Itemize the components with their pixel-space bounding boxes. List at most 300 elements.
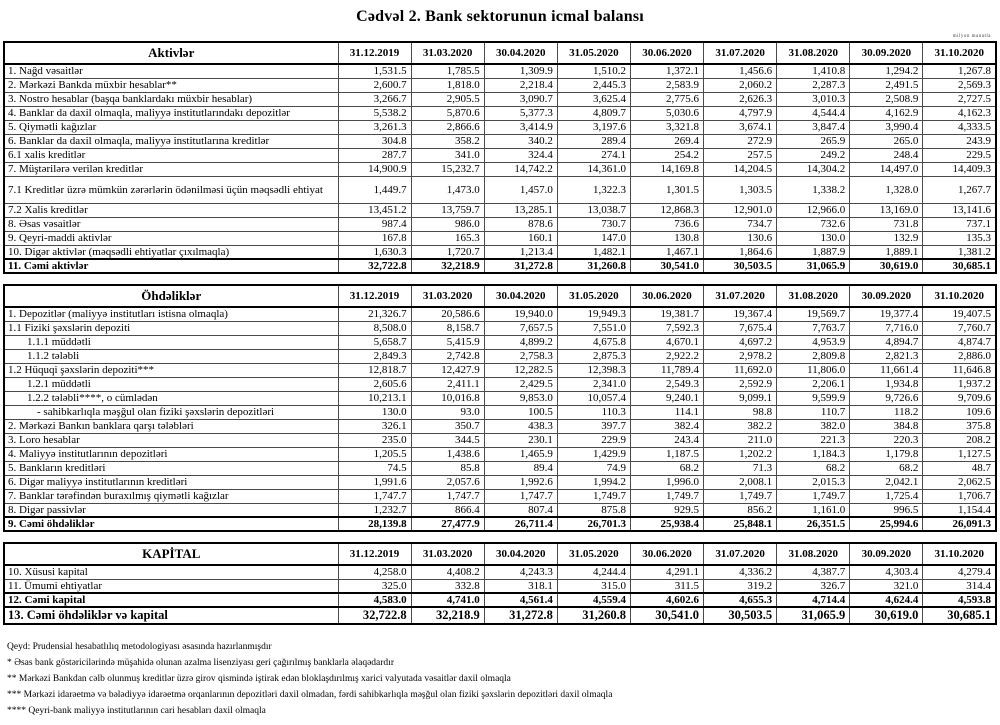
row-label: 11. Cəmi aktivlər [4,259,338,273]
cell-value: 2,042.1 [850,475,923,489]
column-header-date: 30.04.2020 [484,543,557,565]
cell-value: 3,414.9 [484,120,557,134]
section-title: Öhdəliklər [4,285,338,307]
cell-value: 397.7 [557,419,630,433]
cell-value: 350.7 [411,419,484,433]
cell-value: 9,099.1 [704,391,777,405]
cell-value: 114.1 [630,405,703,419]
cell-value: 1,303.5 [704,176,777,203]
cell-value: 27,477.9 [411,517,484,531]
cell-value: 321.0 [850,579,923,593]
cell-value: 1,309.9 [484,64,557,78]
cell-value: 2,569.3 [923,78,996,92]
cell-value: 130.0 [338,405,411,419]
cell-value: 30,503.5 [704,607,777,624]
footnote-3: *** Mərkəzi idarəetmə və bələdiyyə idarəetmə orqanlarının depozitləri daxil olmadan, fərdi sahibkarlıqla məşğul olan fiziki şəxslərin depozitləri daxil olmaqla [7,690,613,700]
assets-table [3,41,997,274]
table-row [4,433,996,447]
cell-value: 13,759.7 [411,203,484,217]
cell-value: 221.3 [777,433,850,447]
cell-value: 1,937.2 [923,377,996,391]
cell-value: 3,625.4 [557,92,630,106]
cell-value: 85.8 [411,461,484,475]
column-header-date: 31.08.2020 [777,42,850,64]
footnotes [3,635,997,717]
cell-value: 2,445.3 [557,78,630,92]
cell-value: 4,258.0 [338,565,411,579]
cell-value: 8,508.0 [338,321,411,335]
footnote-2: ** Mərkəzi Bankdan cəlb olunmuş kreditlər üzrə girov qismində iştirak edən bloklaşdırılmış xarici valyutada vəsaitlər daxil olmaqla [7,674,511,684]
cell-value: 2,605.6 [338,377,411,391]
cell-value: 289.4 [557,134,630,148]
cell-value: 14,900.9 [338,162,411,176]
cell-value: 3,990.4 [850,120,923,134]
cell-value: 2,429.5 [484,377,557,391]
row-label: 1.1.1 müddətli [4,335,338,349]
cell-value: 11,661.4 [850,363,923,377]
cell-value: 110.3 [557,405,630,419]
row-label: 8. Əsas vəsaitlər [4,217,338,231]
cell-value: 13,169.0 [850,203,923,217]
cell-value: 2,978.2 [704,349,777,363]
cell-value: 48.7 [923,461,996,475]
cell-value: 98.8 [704,405,777,419]
cell-value: 4,953.9 [777,335,850,349]
row-label: 3. Loro hesablar [4,433,338,447]
cell-value: 13,451.2 [338,203,411,217]
cell-value: 1,429.9 [557,447,630,461]
cell-value: 1,747.7 [338,489,411,503]
column-header-date: 31.12.2019 [338,285,411,307]
cell-value: 1,205.5 [338,447,411,461]
cell-value: 19,377.4 [850,307,923,321]
cell-value: 2,849.3 [338,349,411,363]
cell-value: 12,398.3 [557,363,630,377]
cell-value: 382.0 [777,419,850,433]
cell-value: 229.9 [557,433,630,447]
cell-value: 2,875.3 [557,349,630,363]
cell-value: 4,624.4 [850,593,923,607]
cell-value: 1,992.6 [484,475,557,489]
cell-value: 384.8 [850,419,923,433]
cell-value: 254.2 [630,148,703,162]
cell-value: 30,541.0 [630,607,703,624]
cell-value: 19,407.5 [923,307,996,321]
footnote-1: * Əsas bank göstəricilərində müşahidə olunan azalma lisenziyası geri çağırılmış banklarla əlaqədardır [7,658,394,668]
assets-section [3,41,997,274]
row-label: 2. Mərkəzi Bankın banklara qarşı tələbləri [4,419,338,433]
table-row [4,377,996,391]
cell-value: 9,240.1 [630,391,703,405]
column-header-date: 31.05.2020 [557,543,630,565]
cell-value: 5,415.9 [411,335,484,349]
cell-value: 4,243.3 [484,565,557,579]
cell-value: 1,994.2 [557,475,630,489]
table-row [4,148,996,162]
column-header-date: 31.12.2019 [338,543,411,565]
column-header-date: 31.10.2020 [923,543,996,565]
cell-value: 5,377.3 [484,106,557,120]
cell-value: 4,809.7 [557,106,630,120]
row-label: 1.2.2 tələbli****, o cümlədən [4,391,338,405]
cell-value: 68.2 [777,461,850,475]
row-label: 7. Müştərilərə verilən kreditlər [4,162,338,176]
cell-value: 4,303.4 [850,565,923,579]
table-row [4,447,996,461]
cell-value: 4,697.2 [704,335,777,349]
cell-value: 1,184.3 [777,447,850,461]
cell-value: 4,714.4 [777,593,850,607]
page-title: Cədvəl 2. Bank sektorunun icmal balansı [356,8,644,25]
cell-value: 1,465.9 [484,447,557,461]
cell-value: 32,722.8 [338,259,411,273]
cell-value: 257.5 [704,148,777,162]
cell-value: 100.5 [484,405,557,419]
cell-value: 1,747.7 [411,489,484,503]
cell-value: 68.2 [630,461,703,475]
cell-value: 2,287.3 [777,78,850,92]
column-header-date: 30.06.2020 [630,42,703,64]
cell-value: 7,716.0 [850,321,923,335]
cell-value: 10,016.8 [411,391,484,405]
cell-value: 30,685.1 [923,607,996,624]
cell-value: 7,763.7 [777,321,850,335]
cell-value: 1,328.0 [850,176,923,203]
cell-value: 147.0 [557,231,630,245]
row-label: 12. Cəmi kapital [4,593,338,607]
cell-value: 4,387.7 [777,565,850,579]
cell-value: 1,456.6 [704,64,777,78]
cell-value: 340.2 [484,134,557,148]
cell-value: 110.7 [777,405,850,419]
cell-value: 12,282.5 [484,363,557,377]
cell-value: 26,091.3 [923,517,996,531]
row-label: 8. Digər passivlər [4,503,338,517]
row-label: 13. Cəmi öhdəliklər və kapital [4,607,338,624]
table-row [4,106,996,120]
column-header-date: 30.09.2020 [850,543,923,565]
cell-value: 807.4 [484,503,557,517]
cell-value: 332.8 [411,579,484,593]
cell-value: 30,619.0 [850,259,923,273]
cell-value: 1,457.0 [484,176,557,203]
cell-value: 28,139.8 [338,517,411,531]
cell-value: 8,158.7 [411,321,484,335]
cell-value: 3,674.1 [704,120,777,134]
cell-value: 269.4 [630,134,703,148]
cell-value: 30,685.1 [923,259,996,273]
cell-value: 229.5 [923,148,996,162]
cell-value: 11,789.4 [630,363,703,377]
cell-value: 26,701.3 [557,517,630,531]
row-label: 7. Banklar tərəfindən buraxılmış qiymətli kağızlar [4,489,338,503]
row-label: 11. Ümumi ehtiyatlar [4,579,338,593]
row-label: 6.1 xalis kreditlər [4,148,338,162]
cell-value: 2,008.1 [704,475,777,489]
cell-value: 2,886.0 [923,349,996,363]
cell-value: 736.6 [630,217,703,231]
cell-value: 2,809.8 [777,349,850,363]
cell-value: 1,706.7 [923,489,996,503]
cell-value: 2,583.9 [630,78,703,92]
cell-value: 109.6 [923,405,996,419]
column-header-date: 31.05.2020 [557,42,630,64]
cell-value: 4,291.1 [630,565,703,579]
table-row [4,593,996,607]
cell-value: 160.1 [484,231,557,245]
row-label: 9. Cəmi öhdəliklər [4,517,338,531]
cell-value: 265.9 [777,134,850,148]
cell-value: 74.9 [557,461,630,475]
cell-value: 7,675.4 [704,321,777,335]
cell-value: 248.4 [850,148,923,162]
column-header-date: 31.12.2019 [338,42,411,64]
column-header-date: 30.06.2020 [630,285,703,307]
row-label: 1.1.2 tələbli [4,349,338,363]
cell-value: 1,887.9 [777,245,850,259]
cell-value: 12,966.0 [777,203,850,217]
cell-value: 986.0 [411,217,484,231]
cell-value: 32,722.8 [338,607,411,624]
cell-value: 14,742.2 [484,162,557,176]
section-title: KAPİTAL [4,543,338,565]
table-row [4,231,996,245]
cell-value: 304.8 [338,134,411,148]
cell-value: 2,922.2 [630,349,703,363]
table-row [4,419,996,433]
cell-value: 2,626.3 [704,92,777,106]
cell-value: 1,161.0 [777,503,850,517]
table-row [4,349,996,363]
cell-value: 167.8 [338,231,411,245]
cell-value: 1,267.8 [923,64,996,78]
cell-value: 326.7 [777,579,850,593]
cell-value: 341.0 [411,148,484,162]
cell-value: 32,218.9 [411,259,484,273]
row-label: 6. Digər maliyyə institutlarının kreditləri [4,475,338,489]
cell-value: 30,541.0 [630,259,703,273]
cell-value: 220.3 [850,433,923,447]
column-header-date: 31.07.2020 [704,285,777,307]
cell-value: 1,467.1 [630,245,703,259]
cell-value: 19,940.0 [484,307,557,321]
cell-value: 929.5 [630,503,703,517]
cell-value: 1,720.7 [411,245,484,259]
cell-value: 12,901.0 [704,203,777,217]
row-label: 1.2.1 müddətli [4,377,338,391]
cell-value: 249.2 [777,148,850,162]
table-row [4,503,996,517]
cell-value: 5,538.2 [338,106,411,120]
cell-value: 1,301.5 [630,176,703,203]
cell-value: 4,797.9 [704,106,777,120]
cell-value: 325.0 [338,579,411,593]
cell-value: 856.2 [704,503,777,517]
table-row [4,565,996,579]
row-label: 2. Mərkəzi Bankda müxbir hesablar** [4,78,338,92]
table-row [4,259,996,273]
cell-value: 311.5 [630,579,703,593]
row-label: 4. Maliyyə institutlarının depozitləri [4,447,338,461]
cell-value: 31,065.9 [777,607,850,624]
table-row [4,405,996,419]
column-header-date: 30.04.2020 [484,285,557,307]
column-header-date: 31.08.2020 [777,543,850,565]
cell-value: 2,775.6 [630,92,703,106]
row-label: 1.2 Hüquqi şəxslərin depoziti*** [4,363,338,377]
cell-value: 3,010.3 [777,92,850,106]
cell-value: 4,408.2 [411,565,484,579]
cell-value: 4,244.4 [557,565,630,579]
section-title: Aktivlər [4,42,338,64]
cell-value: 243.9 [923,134,996,148]
cell-value: 1,785.5 [411,64,484,78]
cell-value: 3,847.4 [777,120,850,134]
cell-value: 1,381.2 [923,245,996,259]
cell-value: 1,531.5 [338,64,411,78]
cell-value: 10,057.4 [557,391,630,405]
cell-value: 2,549.3 [630,377,703,391]
cell-value: 68.2 [850,461,923,475]
capital-table [3,542,997,625]
cell-value: 9,726.6 [850,391,923,405]
table-row [4,307,996,321]
footnote-4: **** Qeyri-bank maliyyə institutlarının cari hesabları daxil olmaqla [7,706,266,716]
cell-value: 734.7 [704,217,777,231]
cell-value: 4,894.7 [850,335,923,349]
cell-value: 4,333.5 [923,120,996,134]
cell-value: 1,154.4 [923,503,996,517]
cell-value: 10,213.1 [338,391,411,405]
cell-value: 31,065.9 [777,259,850,273]
column-header-date: 30.04.2020 [484,42,557,64]
row-label: 5. Bankların kreditləri [4,461,338,475]
cell-value: 13,038.7 [557,203,630,217]
cell-value: 165.3 [411,231,484,245]
cell-value: 1,127.5 [923,447,996,461]
cell-value: 4,899.2 [484,335,557,349]
capital-section [3,542,997,625]
cell-value: 272.9 [704,134,777,148]
row-label: 4. Banklar da daxil olmaqla, maliyyə institutlarındakı depozitlər [4,106,338,120]
cell-value: 737.1 [923,217,996,231]
cell-value: 344.5 [411,433,484,447]
cell-value: 265.0 [850,134,923,148]
column-header-date: 30.09.2020 [850,285,923,307]
cell-value: 14,409.3 [923,162,996,176]
table-row [4,162,996,176]
cell-value: 19,367.4 [704,307,777,321]
cell-value: 731.8 [850,217,923,231]
cell-value: 30,619.0 [850,607,923,624]
cell-value: 1,449.7 [338,176,411,203]
cell-value: 19,381.7 [630,307,703,321]
cell-value: 130.0 [777,231,850,245]
cell-value: 19,569.7 [777,307,850,321]
row-label: 10. Digər aktivlər (məqsədli ehtiyatlar çıxılmaqla) [4,245,338,259]
cell-value: 7,760.7 [923,321,996,335]
table-row [4,475,996,489]
cell-value: 1,934.8 [850,377,923,391]
cell-value: 4,670.1 [630,335,703,349]
cell-value: 1,996.0 [630,475,703,489]
cell-value: 4,279.4 [923,565,996,579]
cell-value: 14,169.8 [630,162,703,176]
cell-value: 74.5 [338,461,411,475]
row-label: 9. Qeyri-maddi aktivlər [4,231,338,245]
cell-value: 11,646.8 [923,363,996,377]
cell-value: 1,267.7 [923,176,996,203]
cell-value: 1,749.7 [630,489,703,503]
cell-value: 4,559.4 [557,593,630,607]
table-row [4,64,996,78]
cell-value: 2,508.9 [850,92,923,106]
row-label: 1. Nağd vəsaitlər [4,64,338,78]
cell-value: 4,162.3 [923,106,996,120]
cell-value: 14,204.5 [704,162,777,176]
cell-value: 1,410.8 [777,64,850,78]
cell-value: 326.1 [338,419,411,433]
table-row [4,391,996,405]
column-header-date: 31.03.2020 [411,543,484,565]
table-row [4,335,996,349]
cell-value: 5,870.6 [411,106,484,120]
cell-value: 9,599.9 [777,391,850,405]
cell-value: 1,818.0 [411,78,484,92]
cell-value: 1,889.1 [850,245,923,259]
row-label: 1. Depozitlər (maliyyə institutları istisna olmaqla) [4,307,338,321]
column-header-row [4,285,996,307]
cell-value: 730.7 [557,217,630,231]
table-row [4,217,996,231]
table-row [4,489,996,503]
row-label: 7.1 Kreditlər üzrə mümkün zərərlərin ödənilməsi üçün məqsədli ehtiyat [4,176,338,203]
cell-value: 2,742.8 [411,349,484,363]
cell-value: 1,630.3 [338,245,411,259]
cell-value: 1,213.4 [484,245,557,259]
cell-value: 3,090.7 [484,92,557,106]
cell-value: 5,658.7 [338,335,411,349]
cell-value: 89.4 [484,461,557,475]
cell-value: 5,030.6 [630,106,703,120]
cell-value: 235.0 [338,433,411,447]
unit-note: milyon manatla [952,34,991,39]
cell-value: 2,821.3 [850,349,923,363]
cell-value: 4,593.8 [923,593,996,607]
cell-value: 4,561.4 [484,593,557,607]
cell-value: 93.0 [411,405,484,419]
cell-value: 274.1 [557,148,630,162]
cell-value: 287.7 [338,148,411,162]
cell-value: 13,285.1 [484,203,557,217]
cell-value: 2,491.5 [850,78,923,92]
cell-value: 31,260.8 [557,259,630,273]
cell-value: 2,060.2 [704,78,777,92]
cell-value: 1,187.5 [630,447,703,461]
cell-value: 130.8 [630,231,703,245]
column-header-date: 31.05.2020 [557,285,630,307]
cell-value: 1,322.3 [557,176,630,203]
cell-value: 9,709.6 [923,391,996,405]
cell-value: 1,232.7 [338,503,411,517]
cell-value: 1,473.0 [411,176,484,203]
cell-value: 2,866.6 [411,120,484,134]
cell-value: 14,361.0 [557,162,630,176]
cell-value: 878.6 [484,217,557,231]
cell-value: 130.6 [704,231,777,245]
cell-value: 324.4 [484,148,557,162]
cell-value: 21,326.7 [338,307,411,321]
